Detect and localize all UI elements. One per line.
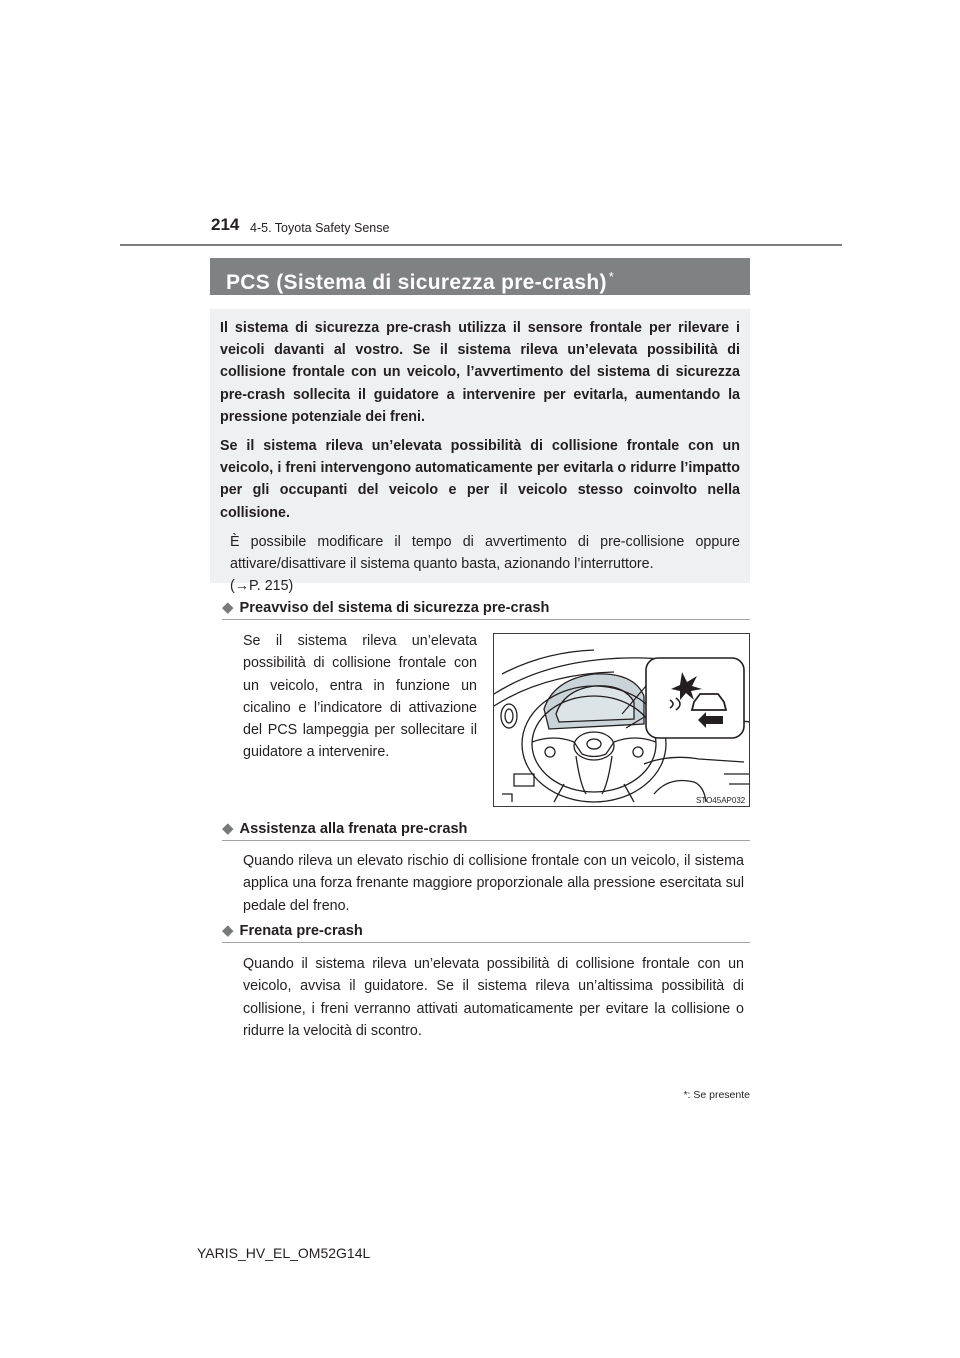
section-heading-text: Preavviso del sistema di sicurezza pre-crash [239, 600, 550, 616]
footnote-text: : Se presente [687, 1089, 750, 1101]
section-body-frenata [243, 953, 744, 1042]
page-reference-link[interactable]: (→P. 215) [230, 577, 294, 594]
page-title-text: PCS (Sistema di sicurezza pre-crash) [226, 271, 607, 294]
diamond-bullet-icon: ◆ [222, 820, 234, 837]
section-heading-text: Frenata pre-crash [239, 923, 363, 939]
section-text: Quando rileva un elevato rischio di collisione frontale con un veicolo, il sistema applica una forza frenante maggiore proporzionale alla pressione esercitata sul pedale del freno. [243, 853, 744, 914]
section-heading-preavviso [222, 598, 750, 620]
section-body-assistenza [243, 850, 744, 917]
intro-paragraph-2: Se il sistema rileva un’elevata possibilità di collisione frontale con un veicolo, i freni intervengono automaticamente per evitarla o ridurre l’impatto per gli occupanti del veicolo e per il veicolo stesso coinvolto nella collisione. [220, 438, 740, 521]
intro-paragraph-1: Il sistema di sicurezza pre-crash utilizza il sensore frontale per rilevare i veicoli davanti al vostro. Se il sistema rileva un’elevata possibilità di collisione frontale con un veicolo, l’avvertimento del sistema di sicurezza pre-crash sollecita il guidatore a intervenire per evitarla, aumentando la pressione potenziale dei freni. [220, 320, 740, 425]
footnote [600, 1089, 750, 1101]
intro-note-text: È possibile modificare il tempo di avvertimento di pre-collisione oppure attivare/disattivare il sistema quanto basta, azionando l’interruttore. [230, 533, 740, 572]
section-body-preavviso [243, 630, 477, 764]
document-code: YARIS_HV_EL_OM52G14L [197, 1245, 371, 1261]
section-reference: 4-5. Toyota Safety Sense [250, 221, 390, 235]
title-footnote-marker: * [608, 269, 615, 284]
page-title [210, 258, 750, 295]
figure-label: STO45AP032 [696, 796, 746, 805]
page-number: 214 [211, 215, 240, 234]
intro-box [210, 309, 750, 594]
dashboard-drawing [494, 634, 750, 807]
section-heading-assistenza [222, 819, 750, 841]
dashboard-illustration [493, 633, 750, 807]
section-heading-frenata [222, 921, 750, 943]
diamond-bullet-icon: ◆ [222, 922, 234, 939]
intro-note [230, 531, 740, 597]
section-heading-text: Assistenza alla frenata pre-crash [239, 821, 468, 837]
section-text: Quando il sistema rileva un’elevata possibilità di collisione frontale con un veicolo, avvisa il guidatore. Se il sistema rileva un’altissima possibilità di collisione, i freni verranno attivati automaticamente per evitare la collisione o ridurre la velocità di scontro. [243, 956, 744, 1039]
section-text: Se il sistema rileva un’elevata possibilità di collisione frontale con un veicolo, entra in funzione un cicalino e l’indicatore di attivazione del PCS lampeggia per sollecitare il guidatore a intervenire. [243, 633, 477, 761]
footnote-marker: * [683, 1089, 688, 1101]
diamond-bullet-icon: ◆ [222, 599, 234, 616]
header-divider [120, 244, 842, 246]
